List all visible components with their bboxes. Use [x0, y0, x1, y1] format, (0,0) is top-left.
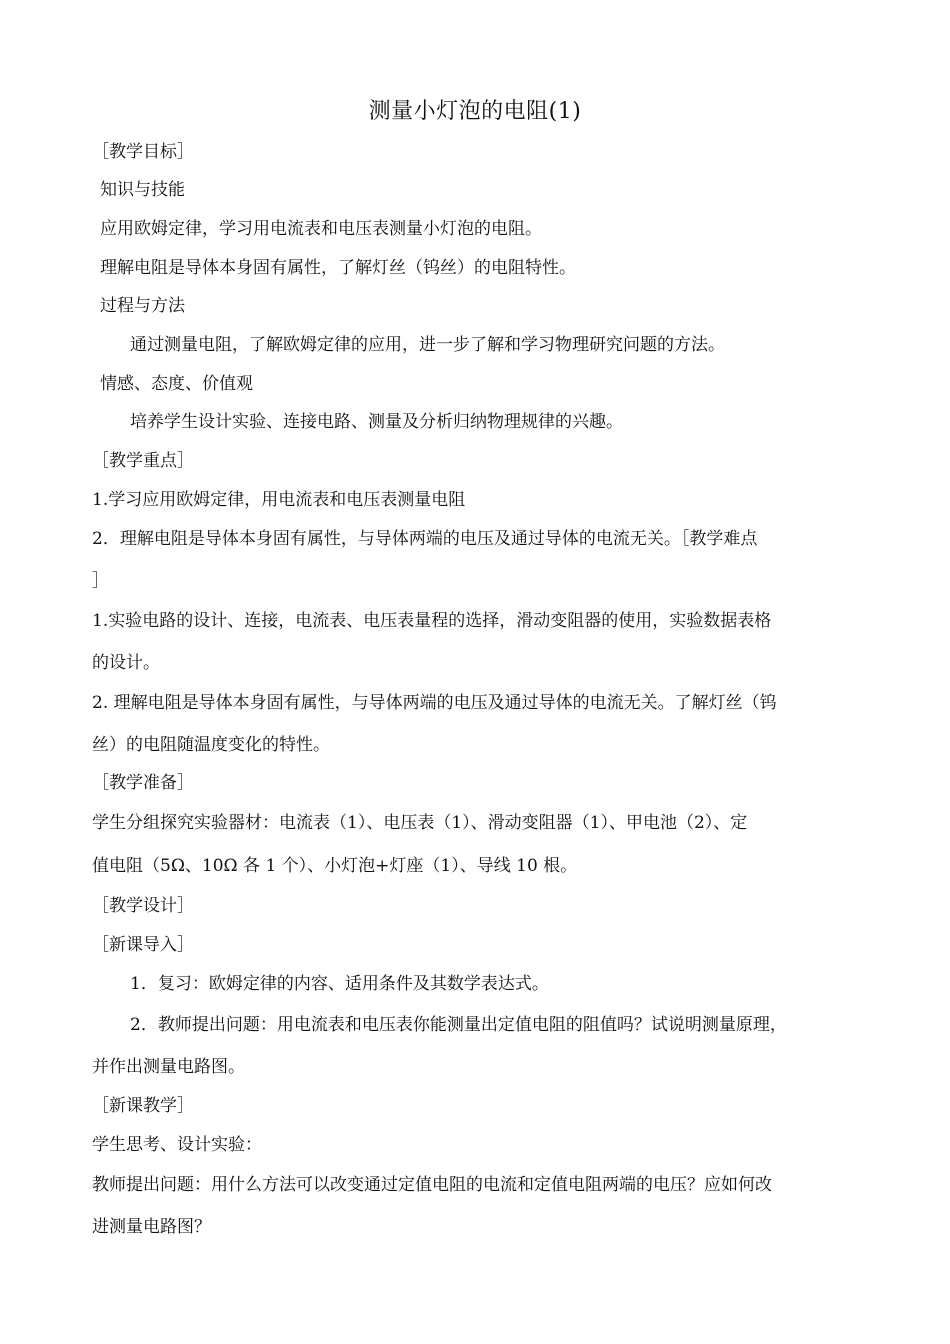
paragraph-line: 值电阻（5Ω、10Ω 各 1 个）、小灯泡+灯座（1）、导线 10 根。 [92, 856, 578, 876]
paragraph-line: 进测量电路图？ [92, 1217, 211, 1237]
paragraph-line: 理解电阻是导体本身固有属性，了解灯丝（钨丝）的电阻特性。 [100, 258, 576, 278]
list-item: 2．教师提出问题：用电流表和电压表你能测量出定值电阻的阻值吗？试说明测量原理， [130, 1015, 787, 1035]
paragraph-line: 学生思考、设计实验： [92, 1135, 262, 1155]
list-item: 1.实验电路的设计、连接，电流表、电压表量程的选择，滑动变阻器的使用，实验数据表格 [92, 611, 772, 631]
paragraph-line: 应用欧姆定律，学习用电流表和电压表测量小灯泡的电阻。 [100, 219, 542, 239]
paragraph-line: 通过测量电阻，了解欧姆定律的应用，进一步了解和学习物理研究问题的方法。 [130, 335, 725, 355]
subheading-knowledge-skills: 知识与技能 [100, 180, 185, 200]
section-heading-preparation: ［教学准备］ [92, 773, 194, 793]
section-heading-objectives: ［教学目标］ [92, 142, 194, 162]
document-title: 测量小灯泡的电阻(1) [368, 99, 582, 124]
paragraph-line: 培养学生设计实验、连接电路、测量及分析归纳物理规律的兴趣。 [130, 412, 623, 432]
subheading-attitude-values: 情感、态度、价值观 [100, 374, 253, 394]
list-item: 1．复习：欧姆定律的内容、适用条件及其数学表达式。 [130, 974, 549, 994]
list-item: 2. 理解电阻是导体本身固有属性，与导体两端的电压及通过导体的电流无关。了解灯丝（钨 [92, 693, 777, 713]
section-heading-design: ［教学设计］ [92, 896, 194, 916]
paragraph-line: 学生分组探究实验器材：电流表（1）、电压表（1）、滑动变阻器（1）、甲电池（2）、定 [92, 813, 748, 833]
subheading-process-method: 过程与方法 [100, 296, 185, 316]
paragraph-line: 丝）的电阻随温度变化的特性。 [92, 735, 330, 755]
paragraph-line: 教师提出问题：用什么方法可以改变通过定值电阻的电流和定值电阻两端的电压？应如何改 [92, 1175, 772, 1195]
paragraph-line: 并作出测量电路图。 [92, 1057, 245, 1077]
section-heading-introduction: ［新课导入］ [92, 935, 194, 955]
section-heading-key-points: ［教学重点］ [92, 451, 194, 471]
list-item: 1.学习应用欧姆定律，用电流表和电压表测量电阻 [92, 490, 466, 510]
paragraph-line: ］ [92, 571, 109, 591]
paragraph-line: 的设计。 [92, 653, 160, 673]
list-item: 2．理解电阻是导体本身固有属性，与导体两端的电压及通过导体的电流无关。［教学难点 [92, 529, 758, 549]
section-heading-teaching: ［新课教学］ [92, 1096, 194, 1116]
